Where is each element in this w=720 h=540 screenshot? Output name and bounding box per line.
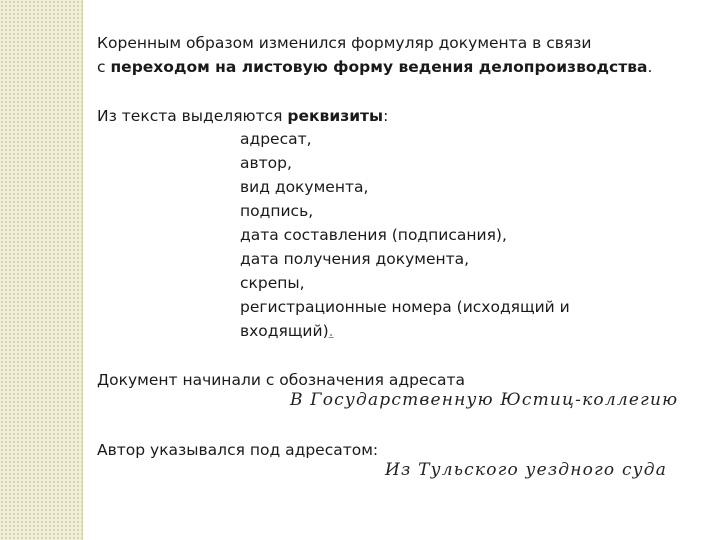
requisite-item: вид документа, [240,178,369,196]
requisite-item: входящий) [240,322,329,340]
requisite-item: адресат, [240,130,312,148]
intro-line-1: Коренным образом изменился формуляр документа в связи [97,34,592,52]
side-strip-border [82,0,83,540]
intro-line-2-emphasis: переходом на листовую форму ведения делопроизводства [110,58,648,76]
requisite-item: дата получения документа, [240,250,470,268]
requisite-item: регистрационные номера (исходящий и [240,298,570,316]
decorative-side-strip [0,0,82,540]
requisites-lead [97,106,388,126]
requisites-lead-prefix: Из текста выделяются [97,107,283,125]
requisite-item: скрепы, [240,274,305,292]
addressee-text: Документ начинали с обозначения адресата [97,371,465,389]
requisite-item-last [240,321,334,341]
intro-line-2-suffix: . [647,58,653,76]
intro-line-2 [97,57,652,77]
intro-line-2-prefix: с [97,58,106,76]
requisites-end-mark: . [328,322,334,340]
author-handwriting: Из Тульского уездного суда [385,460,668,480]
requisite-item: подпись, [240,202,314,220]
author-text: Автор указывался под адресатом: [97,441,379,459]
requisites-lead-emphasis: реквизиты [287,107,384,125]
requisite-item: автор, [240,154,292,172]
requisites-lead-suffix: : [383,107,389,125]
requisite-item: дата составления (подписания), [240,226,507,244]
addressee-handwriting: В Государственную Юстиц-коллегию [290,390,679,410]
